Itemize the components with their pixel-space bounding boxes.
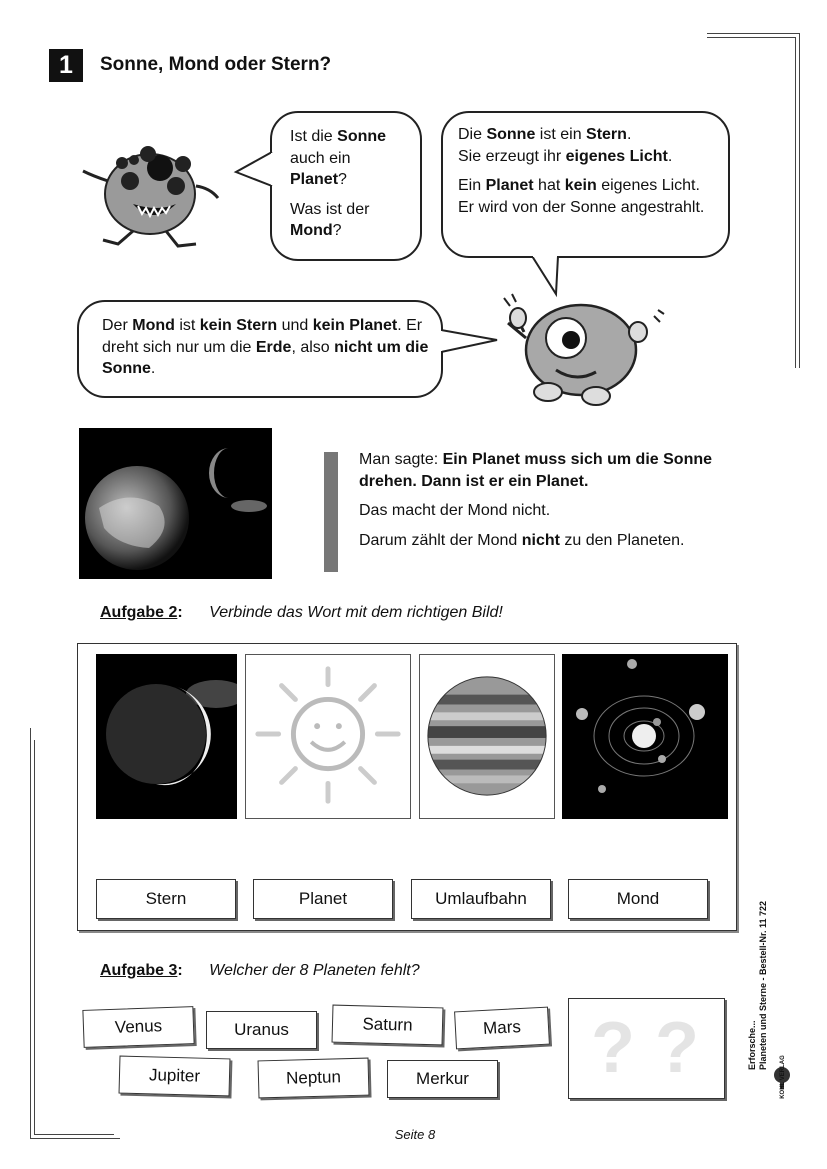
- side-publisher-info: Erforsche... Planeten und Sterne - Bestell-Nr. 11 722: [747, 900, 768, 1070]
- answer-box[interactable]: [568, 998, 725, 1099]
- word-card[interactable]: Umlaufbahn: [411, 879, 551, 919]
- alien-monster-icon: [78, 126, 238, 256]
- planet-card[interactable]: Neptun: [258, 1058, 370, 1099]
- frame-line: [30, 1138, 120, 1139]
- furry-monster-icon: [496, 288, 666, 410]
- moon-picture[interactable]: [96, 654, 237, 819]
- word-card[interactable]: Stern: [96, 879, 236, 919]
- word-card[interactable]: Planet: [253, 879, 393, 919]
- bubble-text: Ein Planet hat kein eigenes Licht. Er wird von der Sonne angestrahlt.: [458, 177, 705, 216]
- publisher-logo: KOHL VERLAG: [767, 1066, 797, 1094]
- page-number: Seite 8: [394, 1127, 436, 1142]
- info-text: Man sagte: Ein Planet muss sich um die Sonne drehen. Dann ist er ein Planet. Das macht der Mond nicht. Darum zählt der Mond nicht zu den Planeten.: [359, 451, 713, 549]
- speech-bubble-question: [270, 111, 422, 261]
- frame-line: [34, 740, 35, 1134]
- speech-bubble-answer: [441, 111, 730, 258]
- planet-card[interactable]: Saturn: [332, 1005, 444, 1046]
- frame-line: [30, 728, 31, 1138]
- planet-card[interactable]: Venus: [82, 1006, 194, 1048]
- bubble-text: Der Mond ist kein Stern und kein Planet. Er dreht sich nur um die Erde, also nicht um die Sonne.: [102, 317, 429, 377]
- speech-bubble-moon: [77, 300, 443, 398]
- task2-heading: Aufgabe 2: Verbinde das Wort mit dem richtigen Bild!: [100, 604, 503, 621]
- solar-system-picture[interactable]: [562, 654, 728, 819]
- question-marks: ? ?: [591, 1008, 699, 1088]
- task3-heading: Aufgabe 3: Welcher der 8 Planeten fehlt?: [100, 962, 420, 979]
- frame-line: [34, 1134, 114, 1135]
- planet-card[interactable]: Mars: [454, 1007, 550, 1050]
- earth-moon-photo: [79, 428, 272, 579]
- planet-card[interactable]: Uranus: [206, 1011, 317, 1049]
- frame-line: [707, 37, 795, 38]
- bubble-text: Ist die Sonne auch ein Planet?: [290, 128, 387, 188]
- planet-card[interactable]: Merkur: [387, 1060, 498, 1098]
- accent-bar: [324, 452, 338, 572]
- frame-line: [799, 33, 800, 368]
- word-card[interactable]: Mond: [568, 879, 708, 919]
- bubble-text: Die Sonne ist ein Stern. Sie erzeugt ihr eigenes Licht.: [458, 126, 673, 165]
- bubble-tail: [441, 328, 499, 358]
- bubble-tail: [232, 150, 274, 190]
- jupiter-picture[interactable]: [419, 654, 555, 819]
- section-number: 1: [49, 49, 83, 82]
- page-title: Sonne, Mond oder Stern?: [100, 54, 332, 75]
- sun-picture[interactable]: [245, 654, 411, 819]
- planet-card[interactable]: Jupiter: [119, 1056, 231, 1097]
- frame-line: [795, 37, 796, 368]
- bubble-text: Was ist der Mond?: [290, 200, 370, 239]
- frame-line: [707, 33, 799, 34]
